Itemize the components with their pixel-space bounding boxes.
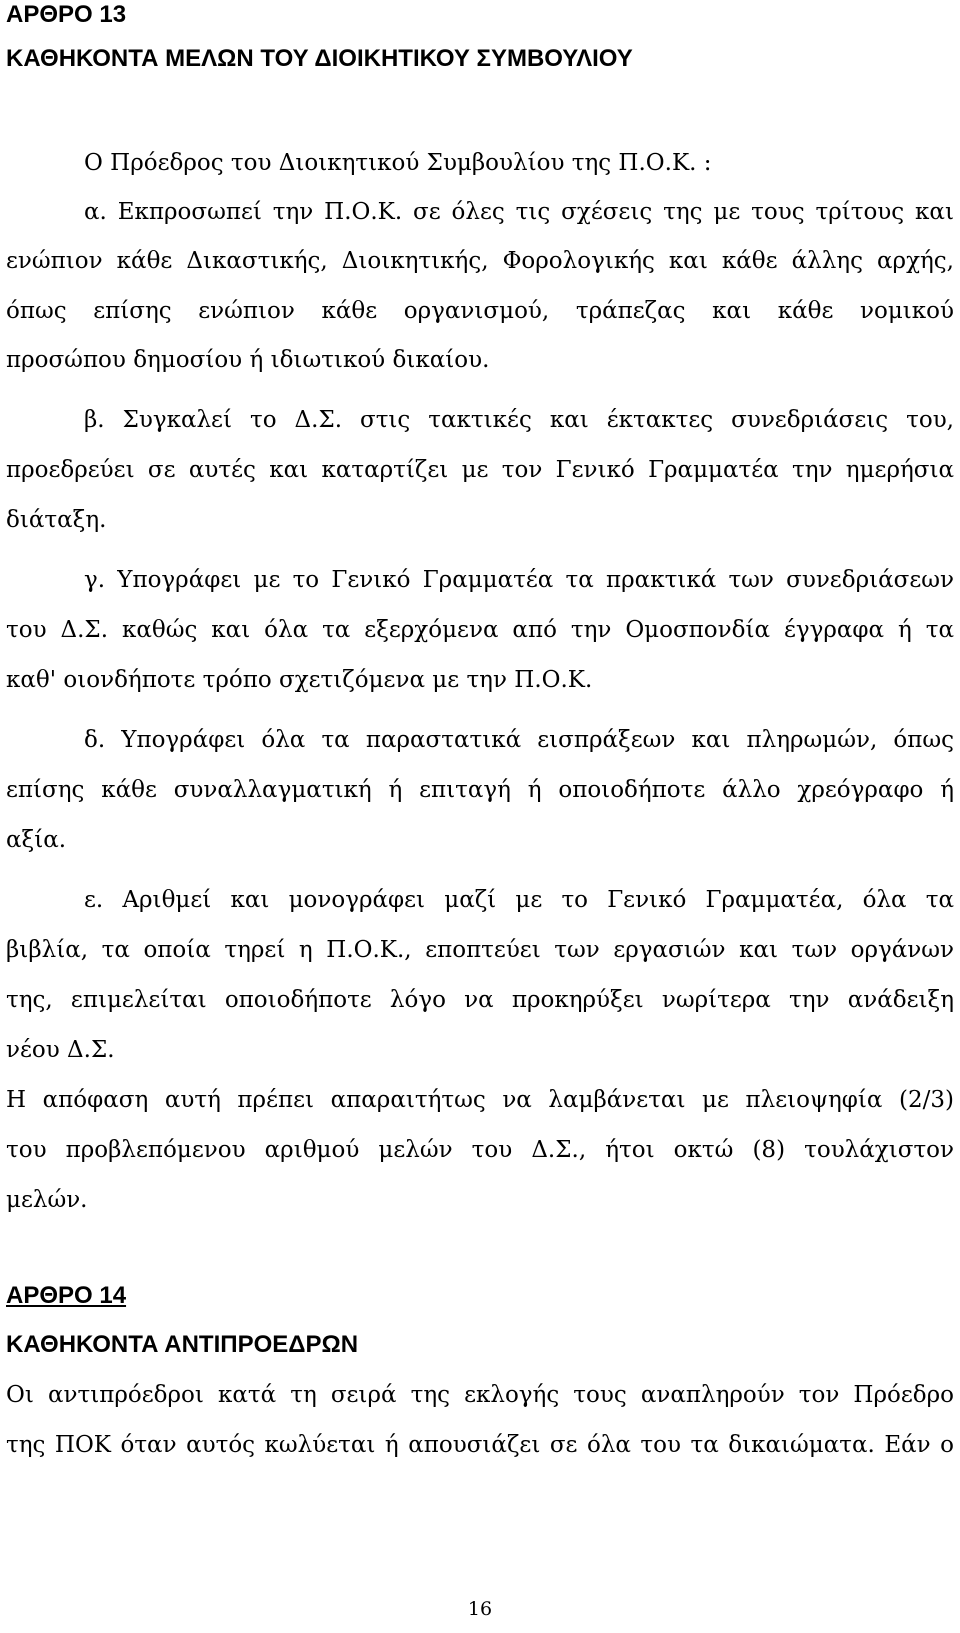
article-14-line: Οι αντιπρόεδροι κατά τη σειρά της εκλογής τους αναπληρούν τον Πρόεδρο xyxy=(6,1382,954,1408)
article-14-number: ΑΡΘΡΟ 14 xyxy=(6,1282,127,1309)
article-13-line: α. Εκπροσωπεί την Π.Ο.Κ. σε όλες τις σχέσεις της με τους τρίτους και xyxy=(84,199,954,225)
article-13-line: όπως επίσης ενώπιον κάθε οργανισμού, τράπεζας και κάθε νομικού xyxy=(6,298,954,324)
article-13-line: επίσης κάθε συναλλαγματική ή επιταγή ή οποιοδήποτε άλλο χρεόγραφο ή xyxy=(6,777,954,803)
article-13-line: αξία. xyxy=(6,827,67,853)
article-13-line: δ. Υπογράφει όλα τα παραστατικά εισπράξεων και πληρωμών, όπως xyxy=(84,727,954,753)
article-14-line: της ΠΟΚ όταν αυτός κωλύεται ή απουσιάζει σε όλα του τα δικαιώματα. Εάν ο xyxy=(6,1432,954,1458)
article-13-number: ΑΡΘΡΟ 13 xyxy=(6,1,127,28)
article-13-line: διάταξη. xyxy=(6,507,107,533)
article-13-line: Η απόφαση αυτή πρέπει απαραιτήτως να λαμβάνεται με πλειοψηφία (2/3) xyxy=(6,1087,954,1113)
article-13-title: ΚΑΘΗΚΟΝΤΑ ΜΕΛΩΝ ΤΟΥ ΔΙΟΙΚΗΤΙΚΟΥ ΣΥΜΒΟΥΛΙΟΥ xyxy=(6,45,633,72)
article-13-line: ενώπιον κάθε Δικαστικής, Διοικητικής, Φορολογικής και κάθε άλλης αρχής, xyxy=(6,248,954,274)
article-13-line: γ. Υπογράφει με το Γενικό Γραμματέα τα πρακτικά των συνεδριάσεων xyxy=(84,567,954,593)
article-13-intro: Ο Πρόεδρος του Διοικητικού Συμβουλίου της Π.Ο.Κ. : xyxy=(84,150,712,176)
article-13-line: του Δ.Σ. καθώς και όλα τα εξερχόμενα από την Ομοσπονδία έγγραφα ή τα xyxy=(6,617,954,643)
article-13-line: της, επιμελείται οποιοδήποτε λόγο να προκηρύξει νωρίτερα την ανάδειξη xyxy=(6,987,954,1013)
article-13-line: νέου Δ.Σ. xyxy=(6,1037,115,1063)
article-13-line: μελών. xyxy=(6,1187,88,1213)
page-number: 16 xyxy=(467,1598,493,1620)
article-13-line: β. Συγκαλεί το Δ.Σ. στις τακτικές και έκτακτες συνεδριάσεις του, xyxy=(84,407,954,433)
article-13-line: προσώπου δημοσίου ή ιδιωτικού δικαίου. xyxy=(6,347,490,373)
article-13-line: ε. Αριθμεί και μονογράφει μαζί με το Γενικό Γραμματέα, όλα τα xyxy=(84,887,954,913)
article-14-title: ΚΑΘΗΚΟΝΤΑ ΑΝΤΙΠΡΟΕΔΡΩΝ xyxy=(6,1331,359,1358)
article-13-line: του προβλεπόμενου αριθμού μελών του Δ.Σ., ήτοι οκτώ (8) τουλάχιστον xyxy=(6,1137,954,1163)
article-13-line: προεδρεύει σε αυτές και καταρτίζει με τον Γενικό Γραμματέα την ημερήσια xyxy=(6,457,954,483)
article-13-line: βιβλία, τα οποία τηρεί η Π.Ο.Κ., εποπτεύει των εργασιών και των οργάνων xyxy=(6,937,954,963)
article-13-line: καθ' οιονδήποτε τρόπο σχετιζόμενα με την Π.Ο.Κ. xyxy=(6,667,593,693)
